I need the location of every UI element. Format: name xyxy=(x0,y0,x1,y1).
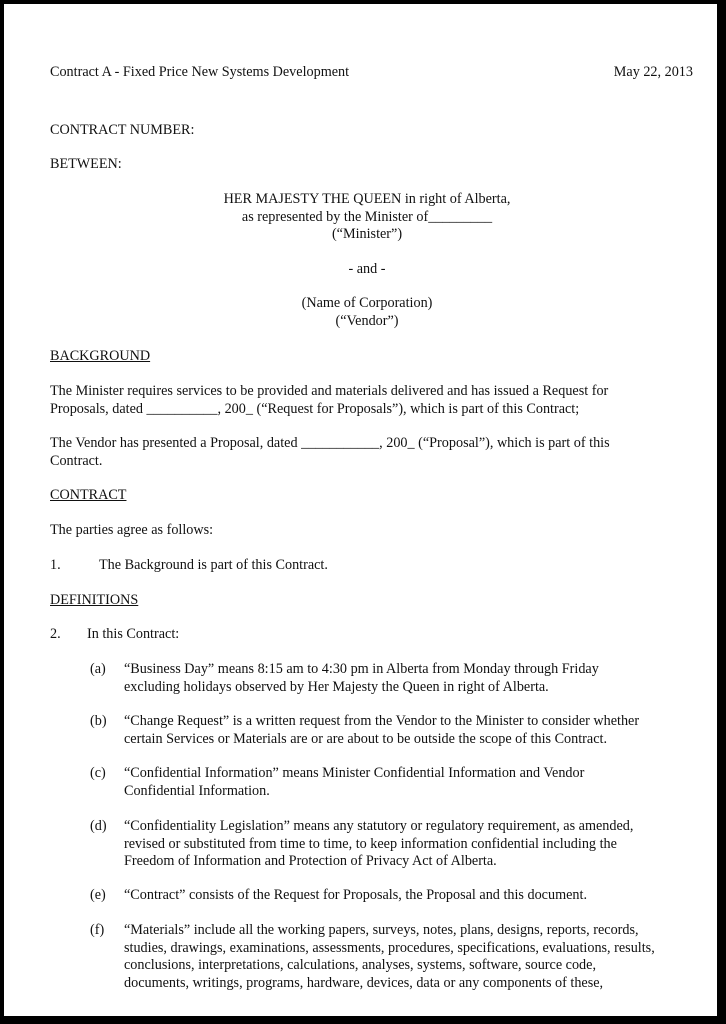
definition-f-text: “Materials” include all the working papers, surveys, notes, plans, designs, reports, records, studies, drawings, examinations, assessments, procedures, specifications, evaluations, results, conclusions, interpretations, calculations, analyses, systems, software, source code, documents, writings, programs, hardware, devices, data or any components of these, xyxy=(124,922,655,991)
party1-line1: HER MAJESTY THE QUEEN in right of Alberta, xyxy=(223,191,511,207)
between-label: BETWEEN: xyxy=(50,156,122,172)
item-2-number: 2. xyxy=(50,626,61,642)
contract-intro: The parties agree as follows: xyxy=(50,522,214,538)
party2-line1: (Name of Corporation) xyxy=(301,295,433,311)
party1-line3: (“Minister”) xyxy=(331,226,403,242)
definition-a-label: (a) xyxy=(90,661,106,677)
definition-b-text: “Change Request” is a written request from the Vendor to the Minister to consider whether certain Services or Materials are or are about to be outside the scope of this Contract. xyxy=(124,713,640,747)
item-2-text: In this Contract: xyxy=(87,626,180,642)
definition-d-label: (d) xyxy=(90,818,107,834)
background-heading: BACKGROUND xyxy=(50,348,151,364)
party1-line2: as represented by the Minister of_________ xyxy=(241,209,493,225)
definition-a-text: “Business Day” means 8:15 am to 4:30 pm in Alberta from Monday through Friday excluding holidays observed by Her Majesty the Queen in right of Alberta. xyxy=(124,661,599,695)
definition-c-label: (c) xyxy=(90,765,106,781)
and-separator: - and - xyxy=(348,261,386,277)
party2-line2: (“Vendor”) xyxy=(335,313,399,329)
header-title: Contract A - Fixed Price New Systems Development xyxy=(50,64,350,80)
document-page xyxy=(4,4,717,1016)
definitions-heading: DEFINITIONS xyxy=(50,592,139,608)
definition-f-label: (f) xyxy=(90,922,105,938)
definition-e-text: “Contract” consists of the Request for Proposals, the Proposal and this document. xyxy=(124,887,587,903)
contract-number-label: CONTRACT NUMBER: xyxy=(50,122,195,138)
item-1-text: The Background is part of this Contract. xyxy=(99,557,328,573)
header-date: May 22, 2013 xyxy=(613,64,693,80)
definition-e-label: (e) xyxy=(90,887,106,903)
definition-d-text: “Confidentiality Legislation” means any statutory or regulatory requirement, as amended, revised or substituted from time to time, to keep information confidential including the Freedom of Information and Protection of Privacy Act of Alberta. xyxy=(124,818,634,869)
background-paragraph-2: The Vendor has presented a Proposal, dated ___________, 200_ (“Proposal”), which is part of this Contract. xyxy=(50,435,610,469)
definition-c-text: “Confidential Information” means Minister Confidential Information and Vendor Confidential Information. xyxy=(124,765,585,799)
background-paragraph-1: The Minister requires services to be provided and materials delivered and has issued a Request for Proposals, dated __________, 200_ (“Request for Proposals”), which is part of this Contract; xyxy=(50,383,609,417)
item-1-number: 1. xyxy=(50,557,61,573)
definition-b-label: (b) xyxy=(90,713,107,729)
contract-heading: CONTRACT xyxy=(50,487,127,503)
